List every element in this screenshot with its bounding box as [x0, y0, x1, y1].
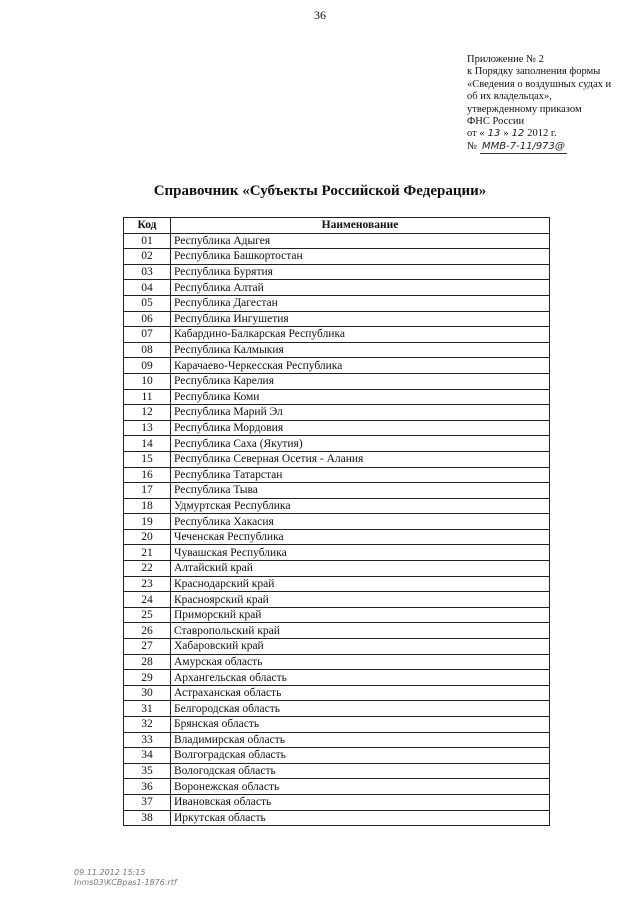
row-code: 11	[124, 389, 171, 405]
row-code: 13	[124, 420, 171, 436]
row-name: Республика Башкортостан	[171, 249, 550, 265]
table-row	[124, 373, 550, 389]
row-code: 08	[124, 342, 171, 358]
row-code: 12	[124, 405, 171, 421]
table-row	[124, 514, 550, 530]
annex-line: ФНС России	[467, 116, 525, 128]
table-row	[124, 592, 550, 608]
table-row	[124, 249, 550, 265]
annex-line: утвержденному приказом	[467, 103, 582, 115]
table-row	[124, 342, 550, 358]
row-code: 37	[124, 794, 171, 810]
row-name: Республика Мордовия	[171, 420, 550, 436]
row-code: 10	[124, 373, 171, 389]
row-name: Республика Дагестан	[171, 295, 550, 311]
row-name: Ивановская область	[171, 794, 550, 810]
row-code: 35	[124, 763, 171, 779]
row-code: 30	[124, 685, 171, 701]
row-name: Республика Ингушетия	[171, 311, 550, 327]
header-name: Наименование	[171, 218, 550, 234]
row-code: 21	[124, 545, 171, 561]
row-name: Ставропольский край	[171, 623, 550, 639]
row-name: Алтайский край	[171, 561, 550, 577]
table-row	[124, 451, 550, 467]
table-row	[124, 561, 550, 577]
row-name: Республика Адыгея	[171, 233, 550, 249]
row-code: 05	[124, 295, 171, 311]
row-code: 36	[124, 779, 171, 795]
table-row	[124, 639, 550, 655]
row-code: 31	[124, 701, 171, 717]
row-code: 06	[124, 311, 171, 327]
table-row	[124, 358, 550, 374]
date-prefix: от «	[467, 128, 485, 140]
table-row	[124, 623, 550, 639]
row-name: Карачаево-Черкесская Республика	[171, 358, 550, 374]
row-name: Астраханская область	[171, 685, 550, 701]
row-code: 32	[124, 717, 171, 733]
table-row	[124, 794, 550, 810]
row-name: Хабаровский край	[171, 639, 550, 655]
row-code: 27	[124, 639, 171, 655]
row-name: Республика Карелия	[171, 373, 550, 389]
table-row	[124, 810, 550, 826]
table-row	[124, 717, 550, 733]
date-year: 2012 г.	[527, 128, 557, 140]
number-value: ММВ-7-11/973@	[480, 141, 567, 154]
row-name: Красноярский край	[171, 592, 550, 608]
row-code: 34	[124, 748, 171, 764]
row-name: Республика Бурятия	[171, 264, 550, 280]
row-code: 15	[124, 451, 171, 467]
table-row	[124, 685, 550, 701]
document-title: Справочник «Субъекты Российской Федерации»	[153, 183, 487, 199]
row-name: Республика Тыва	[171, 483, 550, 499]
row-name: Удмуртская Республика	[171, 498, 550, 514]
table-row	[124, 389, 550, 405]
row-code: 26	[124, 623, 171, 639]
row-name: Архангельская область	[171, 670, 550, 686]
header-code: Код	[124, 218, 171, 234]
print-stamp-file: Inms03\KCBpas1-1876.rtf	[74, 878, 177, 887]
row-code: 24	[124, 592, 171, 608]
table-row	[124, 576, 550, 592]
annex-line: Приложение № 2	[467, 54, 544, 65]
row-name: Республика Калмыкия	[171, 342, 550, 358]
row-name: Амурская область	[171, 654, 550, 670]
print-stamp	[74, 868, 177, 888]
annex-line: к Порядку заполнения формы	[467, 66, 601, 78]
table-row	[124, 436, 550, 452]
row-name: Республика Саха (Якутия)	[171, 436, 550, 452]
row-name: Республика Марий Эл	[171, 405, 550, 421]
table-row	[124, 748, 550, 764]
row-name: Воронежская область	[171, 779, 550, 795]
order-date	[467, 128, 632, 140]
row-code: 04	[124, 280, 171, 296]
row-name: Республика Татарстан	[171, 467, 550, 483]
row-name: Кабардино-Балкарская Республика	[171, 327, 550, 343]
table-row	[124, 670, 550, 686]
print-stamp-date: 09.11.2012 15:15	[74, 868, 146, 877]
date-month: 12	[511, 128, 525, 140]
row-name: Республика Северная Осетия - Алания	[171, 451, 550, 467]
annex-line: «Сведения о воздушных судах и	[467, 78, 612, 90]
row-code: 02	[124, 249, 171, 265]
row-code: 17	[124, 483, 171, 499]
table-row	[124, 311, 550, 327]
row-code: 18	[124, 498, 171, 514]
row-name: Чеченская Республика	[171, 529, 550, 545]
table-row	[124, 483, 550, 499]
row-code: 09	[124, 358, 171, 374]
annex-line: об их владельцах»,	[467, 91, 552, 103]
row-name: Белгородская область	[171, 701, 550, 717]
date-day: 13	[487, 128, 501, 140]
row-name: Владимирская область	[171, 732, 550, 748]
row-name: Республика Коми	[171, 389, 550, 405]
row-code: 28	[124, 654, 171, 670]
row-code: 16	[124, 467, 171, 483]
row-name: Вологодская область	[171, 763, 550, 779]
number-prefix: №	[467, 140, 478, 152]
row-code: 20	[124, 529, 171, 545]
row-name: Республика Хакасия	[171, 514, 550, 530]
row-code: 19	[124, 514, 171, 530]
row-code: 03	[124, 264, 171, 280]
row-name: Волгоградская область	[171, 748, 550, 764]
table-row	[124, 732, 550, 748]
row-code: 25	[124, 607, 171, 623]
row-code: 33	[124, 732, 171, 748]
row-name: Краснодарский край	[171, 576, 550, 592]
row-code: 22	[124, 561, 171, 577]
table-row	[124, 545, 550, 561]
table-row	[124, 779, 550, 795]
table-row	[124, 264, 550, 280]
row-code: 14	[124, 436, 171, 452]
table-row	[124, 467, 550, 483]
row-name: Чувашская Республика	[171, 545, 550, 561]
row-code: 23	[124, 576, 171, 592]
row-name: Республика Алтай	[171, 280, 550, 296]
table-row	[124, 607, 550, 623]
table-row	[124, 529, 550, 545]
table-row	[124, 654, 550, 670]
table-row	[124, 498, 550, 514]
row-name: Брянская область	[171, 717, 550, 733]
table-row	[124, 280, 550, 296]
annex-block	[467, 54, 632, 154]
table-row	[124, 420, 550, 436]
table-row	[124, 233, 550, 249]
subjects-table	[123, 217, 550, 826]
table-row	[124, 327, 550, 343]
row-name: Иркутская область	[171, 810, 550, 826]
date-mid: »	[503, 128, 509, 140]
table-header-row	[124, 218, 550, 234]
row-code: 29	[124, 670, 171, 686]
table-row	[124, 295, 550, 311]
row-code: 07	[124, 327, 171, 343]
row-name: Приморский край	[171, 607, 550, 623]
table-row	[124, 405, 550, 421]
table-row	[124, 701, 550, 717]
page-number: 36	[314, 8, 326, 22]
row-code: 01	[124, 233, 171, 249]
table-row	[124, 763, 550, 779]
row-code: 38	[124, 810, 171, 826]
order-number	[467, 141, 632, 154]
